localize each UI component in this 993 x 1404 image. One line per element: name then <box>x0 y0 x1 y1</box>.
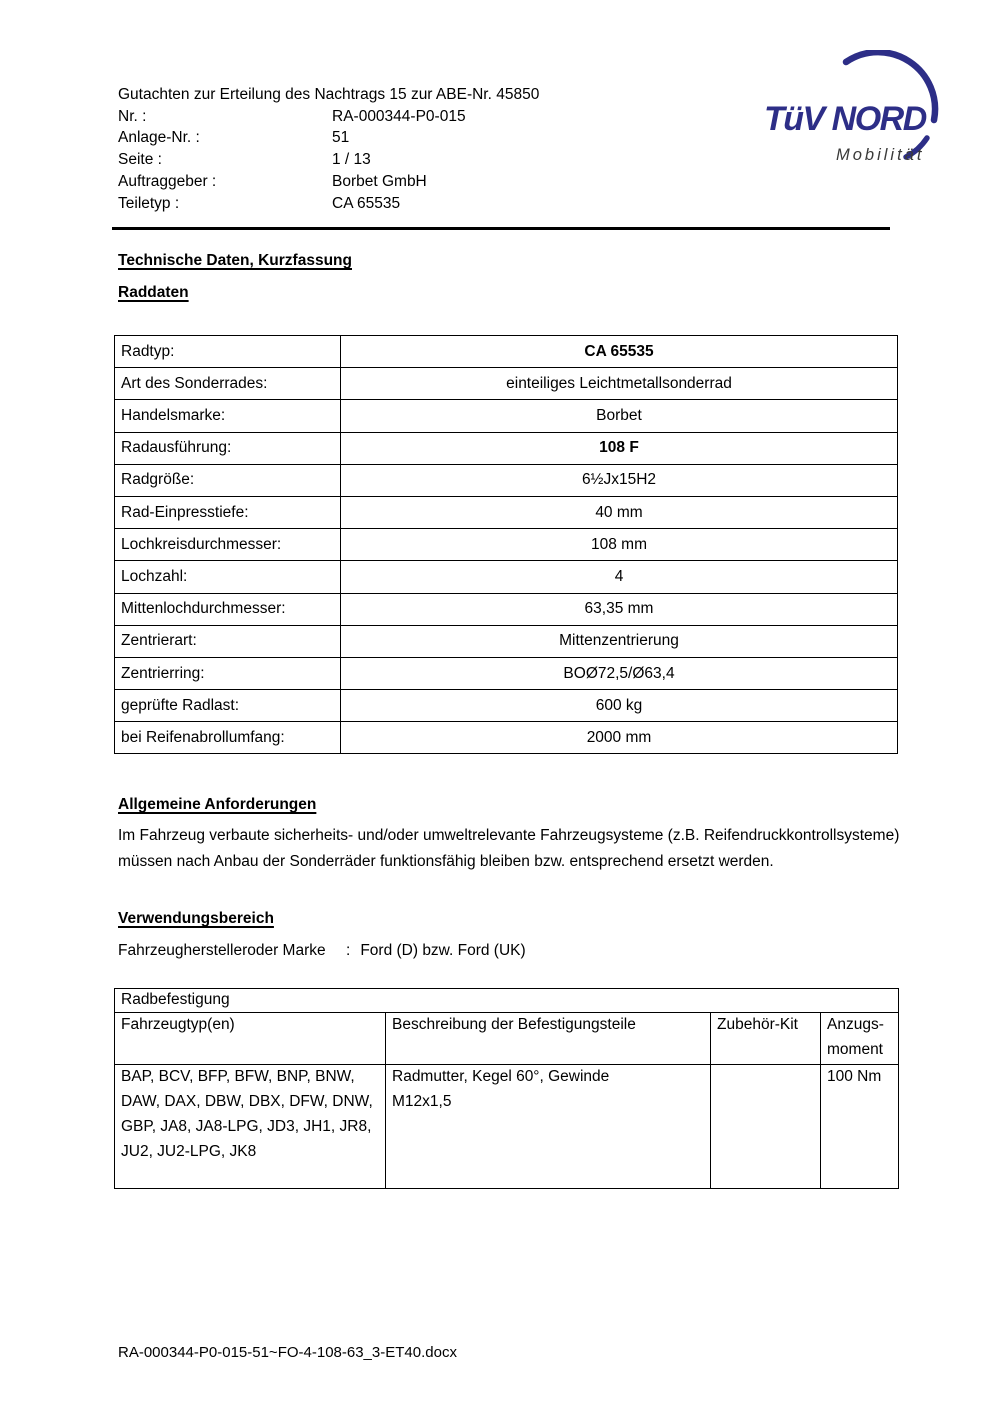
footer-filename: RA-000344-P0-015-51~FO-4-108-63_3-ET40.docx <box>118 1344 457 1361</box>
cell-zubehoer-kit <box>711 1065 821 1189</box>
field-label: Teiletyp : <box>118 194 180 212</box>
table-row <box>115 561 898 593</box>
row-value: Borbet <box>341 400 898 432</box>
table-row <box>115 690 898 722</box>
logo-brand-text: TüV NORD <box>764 100 926 138</box>
field-value: RA-000344-P0-015 <box>332 107 466 125</box>
table-row <box>115 496 898 528</box>
row-value: 63,35 mm <box>341 593 898 625</box>
cell-beschreibung <box>386 1065 711 1189</box>
raddaten-table <box>114 335 898 754</box>
field-value: Borbet GmbH <box>332 172 427 190</box>
row-label: Handelsmarke: <box>115 400 341 432</box>
header-field-seite <box>118 149 678 171</box>
row-label: Radgröße: <box>115 464 341 496</box>
row-value: Mittenzentrierung <box>341 625 898 657</box>
header-field-auftraggeber <box>118 171 678 193</box>
table-row <box>115 400 898 432</box>
table-row <box>115 529 898 561</box>
document-title: Gutachten zur Erteilung des Nachtrags 15 zur ABE-Nr. 45850 <box>118 86 540 103</box>
row-value: 2000 mm <box>341 722 898 754</box>
table-caption: Radbefestigung <box>115 989 899 1013</box>
row-value: 600 kg <box>341 690 898 722</box>
row-label: Art des Sonderrades: <box>115 368 341 400</box>
table-row <box>115 432 898 464</box>
tuev-nord-logo <box>750 50 950 175</box>
section-heading-allgemeine-anforderungen: Allgemeine Anforderungen <box>118 796 317 813</box>
row-value: 6½Jx15H2 <box>341 464 898 496</box>
field-value: 51 <box>332 129 350 147</box>
row-label: bei Reifenabrollumfang: <box>115 722 341 754</box>
logo-tagline: Mobilität <box>836 146 925 164</box>
page-number: 1 / 13 <box>332 151 371 169</box>
row-label: Rad-Einpresstiefe: <box>115 496 341 528</box>
header-field-anlage <box>118 127 678 149</box>
cell-anzugsmoment: 100 Nm <box>821 1065 899 1189</box>
row-label: Mittenlochdurchmesser: <box>115 593 341 625</box>
section-heading-raddaten: Raddaten <box>118 284 189 301</box>
table-row <box>115 593 898 625</box>
column-header-fahrzeugtyp: Fahrzeugtyp(en) <box>115 1013 386 1065</box>
row-value: einteiliges Leichtmetallsonderrad <box>341 368 898 400</box>
row-label: Radtyp: <box>115 336 341 368</box>
field-label: Auftraggeber : <box>118 172 217 190</box>
row-label: Radausführung: <box>115 432 341 464</box>
field-value: CA 65535 <box>332 194 401 212</box>
header-divider <box>112 227 890 230</box>
table-header-row <box>115 1013 899 1065</box>
table-row <box>115 657 898 689</box>
row-value: 108 F <box>341 432 898 464</box>
cell-fahrzeugtypen: BAP, BCV, BFP, BFW, BNP, BNW, DAW, DAX, DBW, DBX, DFW, DNW, GBP, JA8, JA8-LPG, JD3, JH1, JR8, JU2, JU2-LPG, JK8 <box>115 1065 386 1189</box>
table-row <box>115 722 898 754</box>
row-label: Zentrierart: <box>115 625 341 657</box>
header-field-nr <box>118 106 678 128</box>
row-label: Lochkreisdurchmesser: <box>115 529 341 561</box>
column-header-beschreibung: Beschreibung der Befestigungsteile <box>386 1013 711 1065</box>
header-field-teiletyp <box>118 193 678 215</box>
section-heading-technische-daten: Technische Daten, Kurzfassung <box>118 252 352 269</box>
fahrzeughersteller-value: Ford (D) bzw. Ford (UK) <box>360 942 526 959</box>
colon-separator: : <box>346 942 351 959</box>
row-value: 4 <box>341 561 898 593</box>
fahrzeughersteller-line <box>118 940 526 962</box>
allgemeine-anforderungen-text: Im Fahrzeug verbaute sicherheits- und/oder umweltrelevante Fahrzeugsysteme (z.B. Reifendruckkontrollsysteme) müssen nach Anbau der Sonderräder funktionsfähig bleiben bzw. entsprechend ersetzt werden. <box>118 827 900 870</box>
table-caption-row <box>115 989 899 1013</box>
row-value: 40 mm <box>341 496 898 528</box>
row-value: BOØ72,5/Ø63,4 <box>341 657 898 689</box>
radbefestigung-table <box>114 988 899 1189</box>
field-label: Anlage-Nr. : <box>118 129 200 147</box>
table-row <box>115 368 898 400</box>
row-label: geprüfte Radlast: <box>115 690 341 722</box>
column-header-zubehoer-kit: Zubehör-Kit <box>711 1013 821 1065</box>
field-label: Seite : <box>118 151 162 169</box>
cell-beschreibung-text: Radmutter, Kegel 60°, Gewinde M12x1,5 <box>392 1068 610 1111</box>
row-label: Lochzahl: <box>115 561 341 593</box>
document-header <box>118 84 678 214</box>
row-value: 108 mm <box>341 529 898 561</box>
column-header-anzugsmoment: Anzugs-moment <box>821 1013 899 1065</box>
field-label: Nr. : <box>118 107 147 125</box>
row-label: Zentrierring: <box>115 657 341 689</box>
table-row <box>115 464 898 496</box>
section-heading-verwendungsbereich: Verwendungsbereich <box>118 910 274 927</box>
fahrzeughersteller-label: Fahrzeugherstelleroder Marke <box>118 942 326 959</box>
table-row <box>115 1065 899 1189</box>
table-row <box>115 336 898 368</box>
row-value: CA 65535 <box>341 336 898 368</box>
table-row <box>115 625 898 657</box>
